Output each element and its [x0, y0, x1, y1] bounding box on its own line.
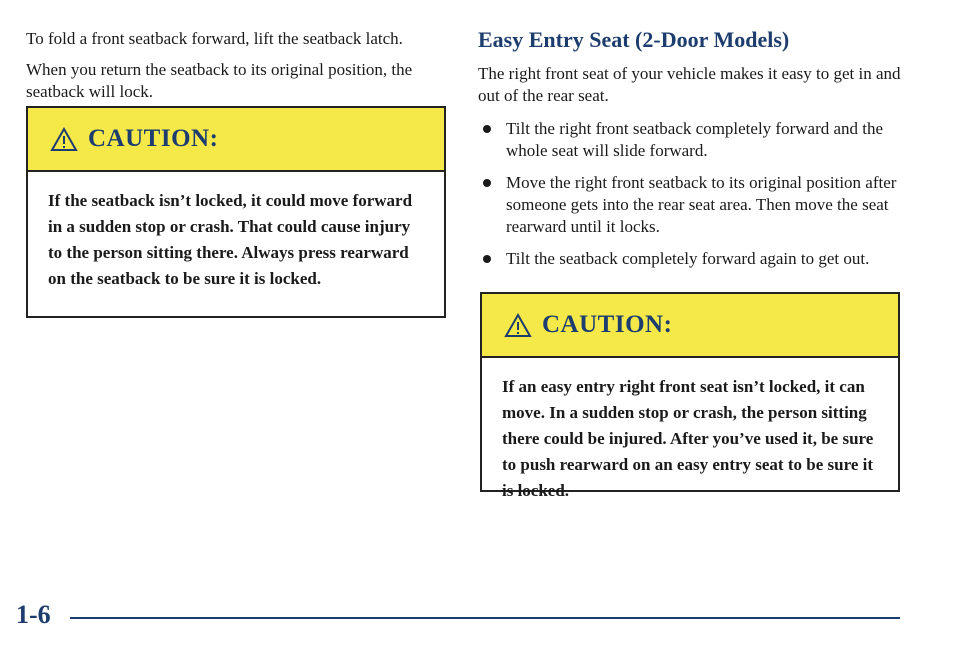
caution-box-easy-entry [480, 292, 900, 500]
bullet-icon [483, 255, 491, 263]
caution-body: If the seatback isn’t locked, it could move forward in a sudden stop or crash. That could cause injury to the person sitting there. Always press rearward on the seatback to be sure it is locked. [48, 191, 413, 288]
warning-triangle-icon [504, 313, 532, 338]
list-item: Move the right front seatback to its original position after someone gets into the rear seat area. Then move the seat rearward until it locks. [478, 172, 906, 238]
instruction-list [478, 118, 906, 270]
left-column [26, 28, 450, 103]
page-number: 1-6 [16, 600, 51, 629]
list-item: Tilt the seatback completely forward again to get out. [478, 248, 906, 270]
paragraph-fold-seatback: To fold a front seatback forward, lift the seatback latch. [26, 29, 403, 48]
caution-box-seatback [26, 106, 446, 318]
section-heading: Easy Entry Seat (2-Door Models) [478, 27, 790, 52]
caution-title: CAUTION: [542, 311, 673, 338]
warning-triangle-icon [50, 127, 78, 152]
list-item: Tilt the right front seatback completely forward and the whole seat will slide forward. [478, 118, 906, 162]
caution-header [482, 294, 898, 358]
caution-body: If an easy entry right front seat isn’t locked, it can move. In a sudden stop or crash, the person sitting there could be injured. After you’ve used it, be sure to push rearward on an easy entry seat to be sure it is locked. [502, 377, 874, 500]
paragraph-return-seatback: When you return the seatback to its original position, the seatback will lock. [26, 60, 413, 101]
bullet-icon [483, 125, 491, 133]
right-column [478, 26, 906, 280]
bullet-icon [483, 179, 491, 187]
caution-header [28, 108, 444, 172]
caution-title: CAUTION: [88, 125, 219, 152]
footer-rule [70, 617, 900, 619]
paragraph-intro: The right front seat of your vehicle makes it easy to get in and out of the rear seat. [478, 64, 901, 105]
